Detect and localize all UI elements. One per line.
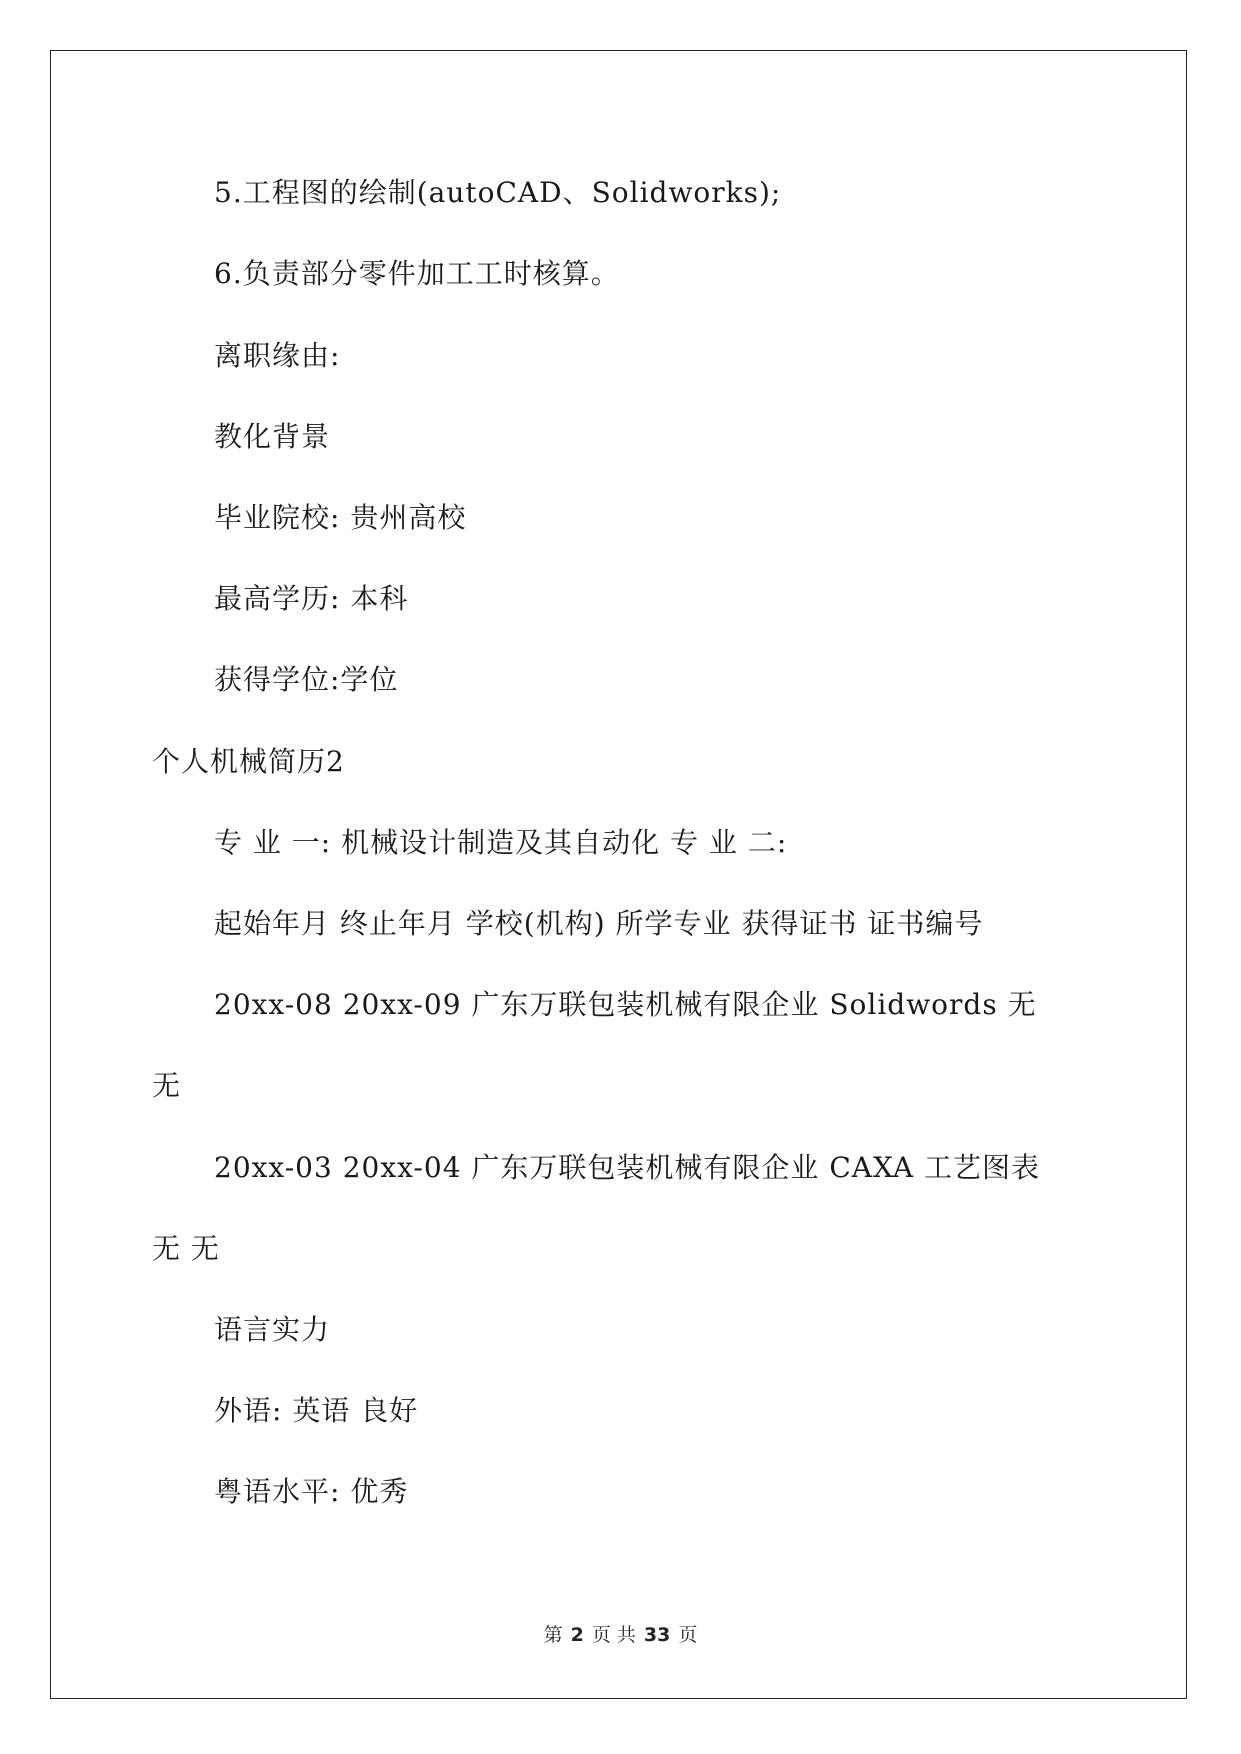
footer-suffix: 页 (678, 1624, 698, 1646)
table-row-line: 20xx-08 20xx-09 广东万联包装机械有限企业 Solidwords 无 (214, 988, 1037, 1021)
table-row-line: 20xx-03 20xx-04 广东万联包装机械有限企业 CAXA 工艺图表 (214, 1151, 1041, 1184)
footer-mid: 页 共 (591, 1624, 636, 1646)
total-pages: 33 (643, 1624, 671, 1646)
document-title: 个人机械简历2 (152, 745, 345, 778)
page-number: 2 (570, 1624, 584, 1646)
text-line: 获得学位:学位 (214, 663, 399, 696)
table-row-continuation: 无 无 (152, 1232, 220, 1265)
table-row-continuation: 无 (152, 1069, 182, 1102)
text-line: 5.工程图的绘制(autoCAD、Solidworks); (214, 176, 782, 209)
section-heading: 教化背景 (214, 420, 331, 453)
table-header-line: 起始年月 终止年月 学校(机构) 所学专业 获得证书 证书编号 (214, 907, 984, 940)
text-line: 外语: 英语 良好 (214, 1394, 419, 1427)
section-heading: 语言实力 (214, 1313, 331, 1346)
text-line: 离职缘由: (214, 339, 341, 372)
footer-prefix: 第 (543, 1624, 563, 1646)
text-line: 最高学历: 本科 (214, 582, 409, 615)
page-border (50, 50, 1187, 1699)
text-line: 专 业 一: 机械设计制造及其自动化 专 业 二: (214, 826, 788, 859)
page-footer (0, 1620, 1241, 1647)
text-line: 粤语水平: 优秀 (214, 1475, 409, 1508)
text-line: 毕业院校: 贵州高校 (214, 501, 467, 534)
text-line: 6.负责部分零件加工工时核算。 (214, 257, 620, 290)
